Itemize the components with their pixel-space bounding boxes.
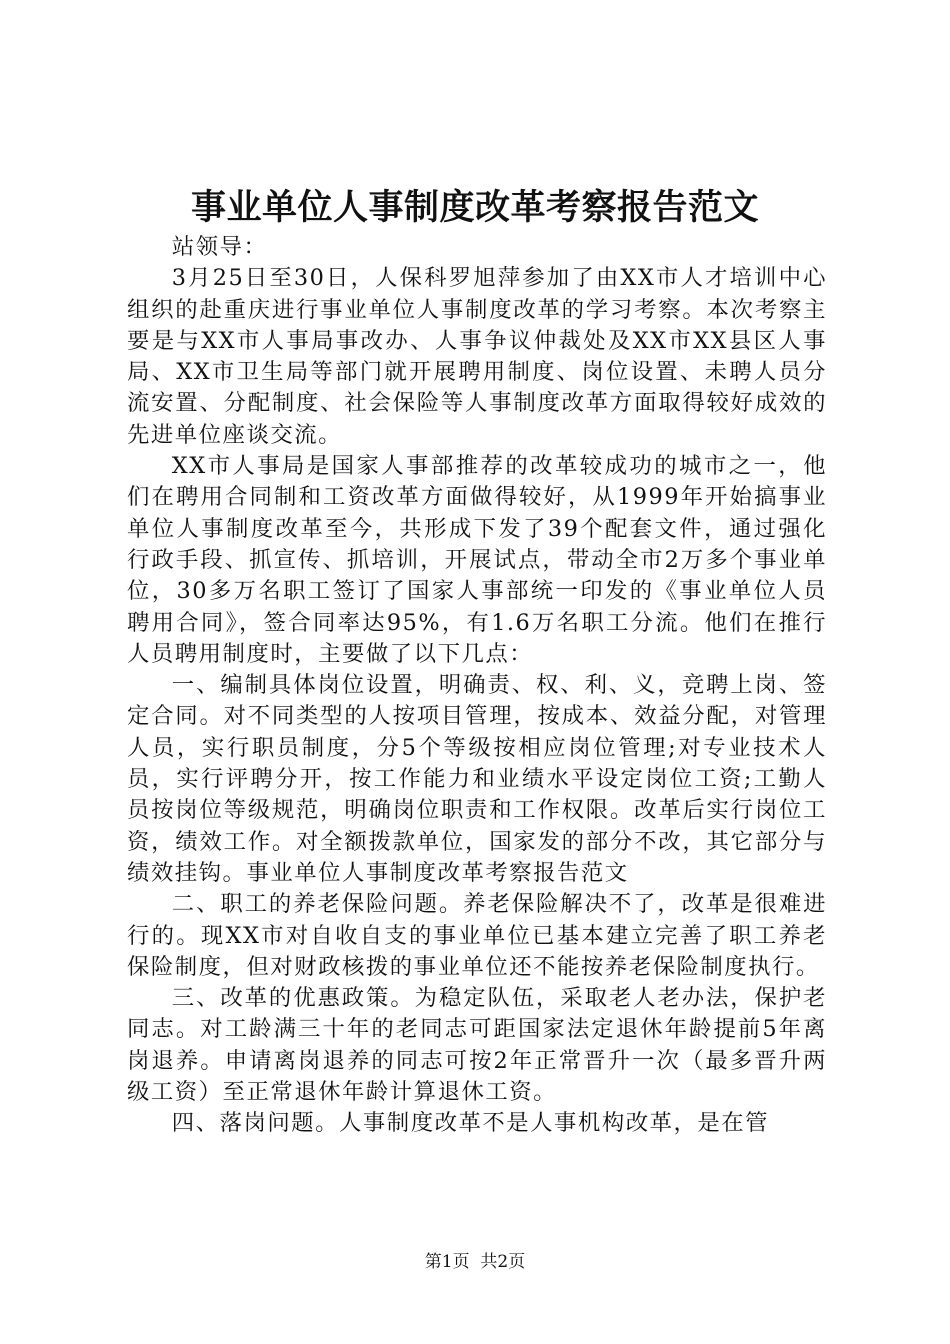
- page-footer: [0, 1250, 950, 1274]
- document-title: 事业单位人事制度改革考察报告范文: [190, 187, 759, 228]
- paragraph-4: 二、职工的养老保险问题。养老保险解决不了，改革是很难进行的。现XX市对自收自支的事业单位已基本建立完善了职工养老保险制度，但对财政核拨的事业单位还不能按养老保险制度执行。: [127, 891, 827, 980]
- paragraph-1: 3月25日至30日，人保科罗旭萍参加了由XX市人才培训中心组织的赴重庆进行事业单位人事制度改革的学习考察。本次考察主要是与XX市人事局事改办、人事争议仲裁处及XX市XX县区人事局、XX市卫生局等部门就开展聘用制度、岗位设置、未聘人员分流安置、分配制度、社会保险等人事制度改革方面取得较好成效的先进单位座谈交流。: [127, 265, 827, 448]
- paragraph-5: 三、改革的优惠政策。为稳定队伍，采取老人老办法，保护老同志。对工龄满三十年的老同志可距国家法定退休年龄提前5年离岗退养。申请离岗退养的同志可按2年正常晋升一次（最多晋升两级工资）至正常退休年龄计算退休工资。: [127, 985, 827, 1106]
- paragraph-2: XX市人事局是国家人事部推荐的改革较成功的城市之一，他们在聘用合同制和工资改革方面做得较好，从1999年开始搞事业单位人事制度改革至今，共形成下发了39个配套文件，通过强化行政手段、抓宣传、抓培训，开展试点，带动全市2万多个事业单位，30多万名职工签订了国家人事部统一印发的《事业单位人员聘用合同》，签合同率达95%，有1.6万名职工分流。他们在推行人员聘用制度时，主要做了以下几点：: [127, 453, 827, 667]
- document-body: [127, 232, 827, 1140]
- paragraph-6: 四、落岗问题。人事制度改革不是人事机构改革，是在管: [171, 1110, 770, 1137]
- page-number: 第1页 共2页: [424, 1252, 526, 1272]
- salutation: 站领导：: [171, 234, 268, 260]
- paragraph-3: 一、编制具体岗位设置，明确责、权、利、义，竞聘上岗、签定合同。对不同类型的人按项目管理，按成本、效益分配，对管理人员，实行职员制度，分5个等级按相应岗位管理;对专业技术人员，实行评聘分开，按工作能力和业绩水平设定岗位工资;工勤人员按岗位等级规范，明确岗位职责和工作权限。改革后实行岗位工资，绩效工作。对全额拨款单位，国家发的部分不改，其它部分与绩效挂钩。事业单位人事制度改革考察报告范文: [127, 672, 827, 886]
